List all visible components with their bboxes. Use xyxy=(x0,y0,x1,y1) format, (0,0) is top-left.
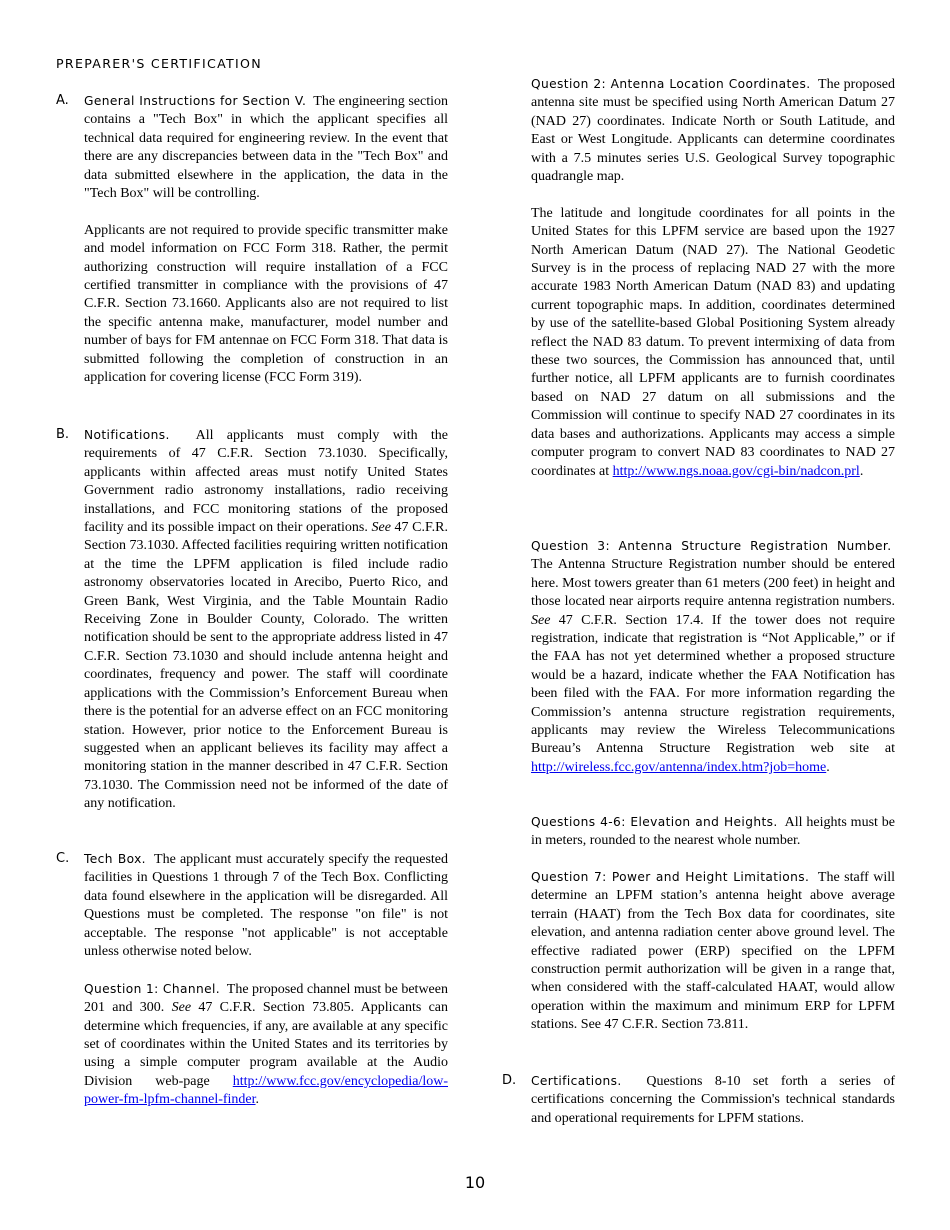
section-d-paragraph xyxy=(531,1072,895,1128)
question-4-6-title: Questions 4-6: Elevation and Heights. xyxy=(531,815,778,829)
section-d-title: Certifications. xyxy=(531,1074,622,1088)
section-heading: PREPARER'S CERTIFICATION xyxy=(56,56,262,71)
section-b-see: See xyxy=(371,520,391,536)
question-3-text-1: The Antenna Structure Registration number should be entered here. Most towers greater than 61 meters (200 feet) in height and those located near airports require antenna registration numbers. xyxy=(531,557,895,610)
section-c-paragraph xyxy=(84,850,448,961)
question-3-block xyxy=(531,537,895,777)
section-b-letter: B. xyxy=(56,427,70,442)
question-2-text-2: The latitude and longitude coordinates for all points in the United States for this LPFM service are based upon the 1927 North American Datum (NAD 27). The National Geodetic Survey is in the process of replacing NAD 27 with the more accurate 1983 North American Datum (NAD 83) and updating current topographic maps. In addition, coordinates determined by use of the satellite-based Global Positioning System already reflect the NAD 83 datum. To prevent intermixing of data from these two sources, the Commission has announced that, until further notice, all LPFM applicants are to furnish coordinates based on NAD 27 datum on all submissions and the Commission will continue to specify NAD 27 coordinates in its data bases and authorizations. Applicants may access a simple computer program to convert NAD 83 coordinates to NAD 27 coordinates at xyxy=(531,205,895,479)
section-d-text: Questions 8-10 set forth a series of certifications concerning the Commission's technical standards and operational requirements for LPFM stations. xyxy=(531,1074,896,1126)
question-3-title: Question 3: Antenna Structure Registration Number. xyxy=(531,539,892,553)
question-1-text-1: The proposed channel must be between 201 and 300. xyxy=(84,981,448,1016)
question-2-title: Question 2: Antenna Location Coordinates. xyxy=(531,77,811,91)
nadcon-link[interactable]: http://www.ngs.noaa.gov/cgi-bin/nadcon.prl xyxy=(612,463,860,479)
question-2-paragraph xyxy=(531,75,895,186)
question-2-paragraph-2: The latitude and longitude coordinates for all points in the United States for this LPFM service are based upon the 1927 North American Datum (NAD 27). The National Geodetic Survey is in the process of replacing NAD 27 with the more accurate 1983 North American Datum (NAD 83) and updating current topographic maps. In addition, coordinates determined by use of the satellite-based Global Positioning System already reflect the NAD 83 datum. To prevent intermixing of data from these two sources, the Commission has announced that, until further notice, all LPFM applicants are to furnish coordinates based on NAD 27 datum on all submissions and the Commission will continue to specify NAD 27 coordinates in its data bases and authorizations. Applicants may access a simple computer program to convert NAD 83 coordinates to NAD 27 coordinates at http://www.ngs.noaa.gov/cgi-bin/nadcon.prl. xyxy=(531,205,895,479)
antenna-registration-link[interactable]: http://wireless.fcc.gov/antenna/index.htm?job=home xyxy=(531,759,827,775)
section-a-paragraph-1 xyxy=(84,92,448,203)
section-a-paragraph-2: Applicants are not required to provide specific transmitter make and model information on FCC Form 318. Rather, the permit authorizing construction will require installation of a FCC certified transmitter in compliance with the provisions of 47 C.F.R. Section 73.1660. Applicants also are not required to list the specific antenna make, manufacturer, model number and number of bays for FM antennae on FCC Form 318. That data is submitted following the completion of construction in an application for covering license (FCC Form 319). xyxy=(84,222,448,386)
question-4-6-text: All heights must be in meters, rounded to the nearest whole number. xyxy=(531,815,895,849)
section-c-letter: C. xyxy=(56,851,70,866)
section-a-text-1: The engineering section contains a "Tech Box" in which the applicant specifies all technical data required for engineering review. In the event that there are any discrepancies between data in the "Tech Box" and data submitted elsewhere in the application, the data in the "Tech Box" will be controlling. xyxy=(84,94,449,202)
section-b xyxy=(56,426,448,814)
question-7-text: The staff will determine an LPFM station’s antenna height above average terrain (HAAT) from the Tech Box data for coordinates, site elevation, and antenna radiation center above ground level. The effective radiated power (ERP) specified on the LPFM construction permit authorization will be given in a range that, when considered with the staff-calculated HAAT, would allow operation within the maximum and minimum ERP for LPFM stations. See 47 C.F.R. Section 73.811. xyxy=(531,870,896,1033)
question-7-paragraph xyxy=(531,868,895,1035)
question-1-title: Question 1: Channel. xyxy=(84,981,221,996)
question-3-see: See xyxy=(531,612,551,628)
section-b-title: Notifications. xyxy=(84,428,170,442)
question-1-paragraph: Question 1: Channel. The proposed channel must be between 201 and 300. See 47 C.F.R. Section 73.805. Applicants can determine which frequencies, if any, are available at any specific set of coordinates within the United States and its territories by using a simple computer program available at the Audio Division web-page http://www.fcc.gov/encyclopedia/low-power-fm-lpfm-channel-finder. xyxy=(84,981,449,1108)
page-number: 10 xyxy=(464,1173,486,1192)
question-7-title: Question 7: Power and Height Limitations. xyxy=(531,870,810,884)
section-a-letter: A. xyxy=(56,93,69,108)
section-a xyxy=(56,92,448,387)
question-3-text-2: 47 C.F.R. Section 17.4. If the tower does not require registration, indicate that registration is “Not Applicable,” or if the FAA has not yet determined whether a proposed structure would be a hazard, indicate whether the FAA Notification has been filed with the FAA. For more information regarding the Commission’s antenna structure registration requirements, applicants may review the Wireless Telecommunications Bureau’s Antenna Structure Registration web site at xyxy=(531,612,895,757)
section-d-letter: D. xyxy=(502,1073,517,1088)
question-1-see: See xyxy=(171,1000,192,1016)
question-1-text-2: 47 C.F.R. Section 73.805. Applicants can determine which frequencies, if any, are available at any specific set of coordinates within the United States and its territories by using a simple computer program available at the Audio Division web-page xyxy=(84,1000,449,1089)
section-c-text: The applicant must accurately specify the requested facilities in Questions 1 through 7 of the Tech Box. Conflicting data found elsewhere in the application will be disregarded. All Questions must be completed. The response "on file" is not acceptable. The response "not applicable" is not acceptable unless otherwise noted below. xyxy=(84,852,448,960)
section-b-text-2: 47 C.F.R. Section 73.1030. Affected facilities requiring written notification at the time the LPFM application is filed include radio astronomy observatories located in Arecibo, Puerto Rico, and Green Bank, West Virginia, and the Table Mountain Radio Receiving Zone in Boulder County, Colorado. The written notification should be sent to the appropriate address listed in 47 C.F.R. Section 73.1030 and should include antenna height and coordinates, frequency and power. The staff will coordinate applications with the Commission’s Enforcement Bureau when there is the potential for an adverse effect on an FCC monitoring station. However, prior notice to the Enforcement Bureau is suggested when an applicant believes its facility may affect a monitoring station in the manner described in 47 C.F.R. Section 73.1030. The Commission need not be informed of the date of any notification. xyxy=(84,520,449,812)
section-a-title: General Instructions for Section V. xyxy=(84,94,307,108)
question-7-block xyxy=(531,868,895,1035)
section-b-paragraph xyxy=(84,426,448,814)
question-4-6-block xyxy=(531,813,895,851)
section-c xyxy=(56,850,448,1110)
question-4-6-paragraph xyxy=(531,813,895,851)
section-c-title: Tech Box. xyxy=(84,852,146,866)
question-3-paragraph: Question 3: Antenna Structure Registration Number. The Antenna Structure Registration number should be entered here. Most towers greater than 61 meters (200 feet) in height and those located near airports require antenna registration numbers. See 47 C.F.R. Section 17.4. If the tower does not require registration, indicate that registration is “Not Applicable,” or if the FAA has not yet determined whether a proposed structure would be a hazard, indicate whether the FAA Notification has been filed with the FAA. For more information regarding the Commission’s antenna structure registration requirements, applicants may review the Wireless Telecommunications Bureau’s Antenna Structure Registration web site at http://wireless.fcc.gov/antenna/index.htm?job=home. xyxy=(531,539,895,775)
section-d xyxy=(502,1072,895,1128)
question-2-text: The proposed antenna site must be specified using North American Datum 27 (NAD 27) coordinates. Indicate North or South Latitude, and East or West Longitude. Applicants can determine coordinates with a 7.5 minutes series U.S. Geological Survey topographic quadrangle map. xyxy=(531,77,896,185)
section-b-text-1: All applicants must comply with the requirements of 47 C.F.R. Section 73.1030. Specifically, applicants within affected areas must notify United States Government radio astronomy installations, radio receiving installations, and FCC monitoring stations of the proposed facility and its possible impact on their operations. xyxy=(84,428,448,536)
channel-finder-link[interactable]: http://www.fcc.gov/encyclopedia/low-power-fm-lpfm-channel-finder xyxy=(84,1073,448,1108)
question-2-block xyxy=(531,75,895,481)
